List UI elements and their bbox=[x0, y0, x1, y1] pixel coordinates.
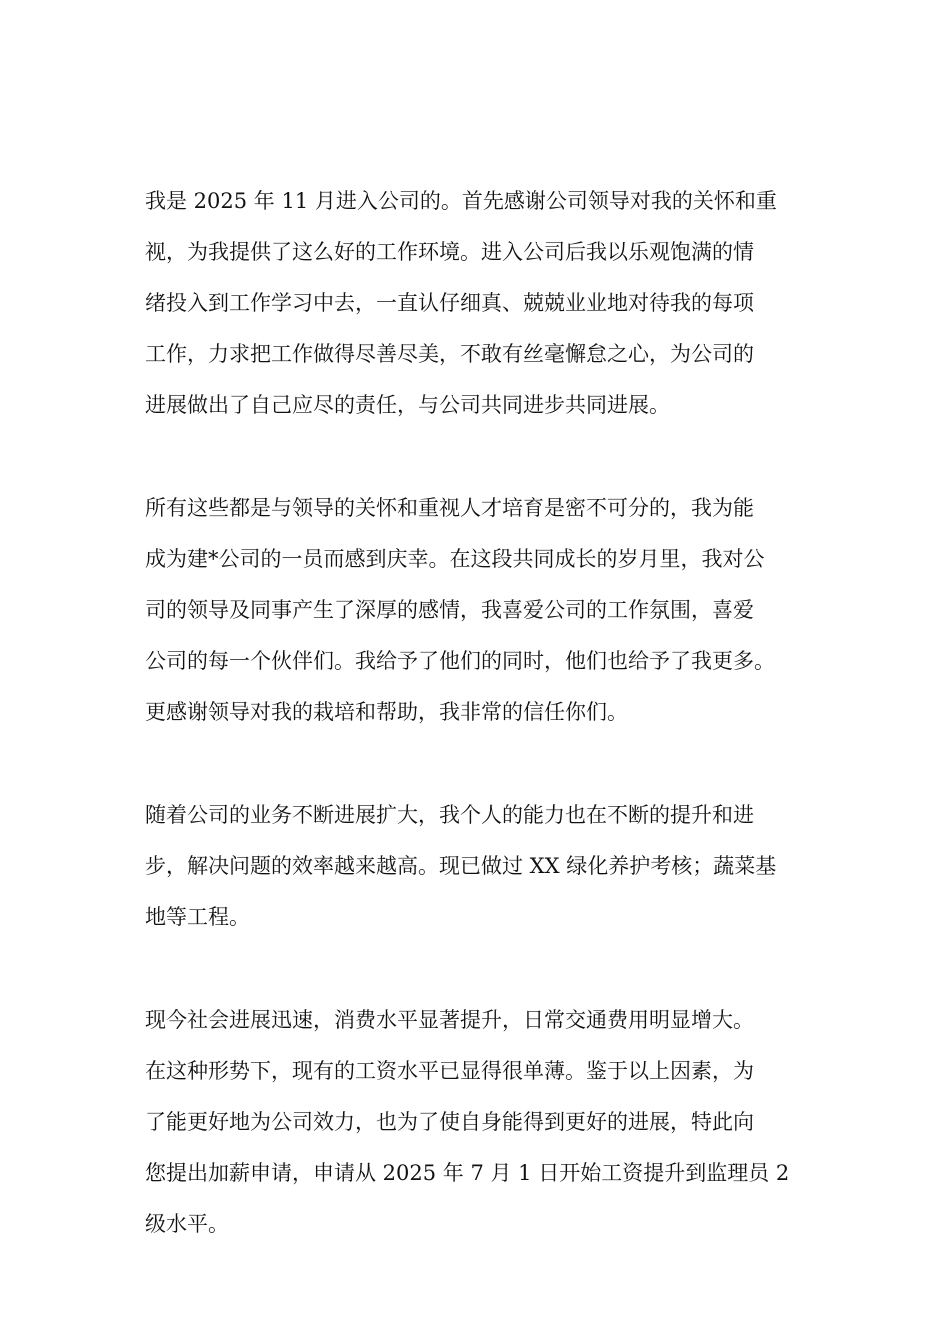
paragraph-line: 司的领导及同事产生了深厚的感情，我喜爱公司的工作氛围，喜爱 bbox=[145, 598, 754, 622]
paragraph-line: 工作，力求把工作做得尽善尽美，不敢有丝毫懈怠之心，为公司的 bbox=[145, 342, 754, 366]
paragraph-line: 我是 2025 年 11 月进入公司的。首先感谢公司领导对我的关怀和重 bbox=[145, 189, 777, 213]
paragraph-1 bbox=[145, 176, 825, 431]
paragraph-2 bbox=[145, 483, 825, 738]
paragraph-line: 地等工程。 bbox=[145, 905, 250, 929]
paragraph-line: 进展做出了自己应尽的责任，与公司共同进步共同进展。 bbox=[145, 393, 670, 417]
paragraph-line: 公司的每一个伙伴们。我给予了他们的同时，他们也给予了我更多。 bbox=[145, 649, 775, 673]
paragraph-3 bbox=[145, 790, 825, 943]
paragraph-4 bbox=[145, 995, 825, 1250]
paragraph-line: 随着公司的业务不断进展扩大，我个人的能力也在不断的提升和进 bbox=[145, 803, 754, 827]
paragraph-line: 在这种形势下，现有的工资水平已显得很单薄。鉴于以上因素，为 bbox=[145, 1059, 754, 1083]
paragraph-line: 绪投入到工作学习中去，一直认仔细真、兢兢业业地对待我的每项 bbox=[145, 291, 754, 315]
paragraph-line: 您提出加薪申请，申请从 2025 年 7 月 1 日开始工资提升到监理员 2 bbox=[145, 1161, 790, 1185]
paragraph-line: 视，为我提供了这么好的工作环境。进入公司后我以乐观饱满的情 bbox=[145, 240, 754, 264]
paragraph-line: 成为建*公司的一员而感到庆幸。在这段共同成长的岁月里，我对公 bbox=[145, 547, 765, 571]
paragraph-line: 更感谢领导对我的栽培和帮助，我非常的信任你们。 bbox=[145, 700, 628, 724]
paragraph-line: 步，解决问题的效率越来越高。现已做过 XX 绿化养护考核；蔬菜基 bbox=[145, 854, 777, 878]
paragraph-line: 所有这些都是与领导的关怀和重视人才培育是密不可分的，我为能 bbox=[145, 496, 754, 520]
paragraph-line: 级水平。 bbox=[145, 1212, 229, 1236]
paragraph-line: 现今社会进展迅速，消费水平显著提升，日常交通费用明显增大。 bbox=[145, 1008, 754, 1032]
document-body bbox=[145, 176, 825, 1302]
paragraph-line: 了能更好地为公司效力，也为了使自身能得到更好的进展，特此向 bbox=[145, 1110, 754, 1134]
